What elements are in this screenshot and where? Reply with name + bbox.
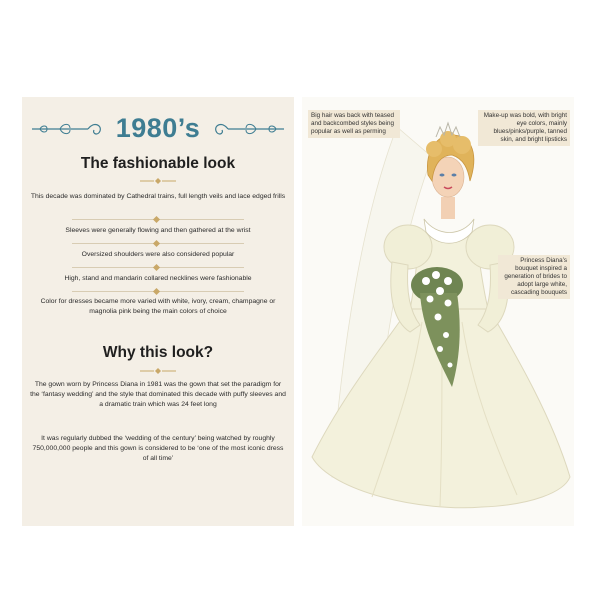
divider (72, 219, 244, 220)
era-title: 1980’s (115, 113, 201, 143)
divider (72, 291, 244, 292)
why-paragraph-wedding-century: It was regularly dubbed the ‘wedding of the century’ being watched by roughly 750,000,000 people and this gown is considered to be ‘one of the most iconic dress of all time’ (32, 435, 284, 462)
makeup-annotation: Make-up was bold, with bright eye colors, mainly blues/pinks/purple, tanned skin, and bright lipsticks (478, 110, 570, 146)
point-sleeves: Sleeves were generally flowing and then gathered at the wrist (65, 227, 251, 234)
left-swirl-ornament-icon (30, 119, 106, 139)
era-title-row (22, 113, 294, 147)
why-this-look-heading: Why this look? (102, 344, 214, 361)
divider (72, 243, 244, 244)
gold-flourish-icon (138, 177, 178, 185)
gold-flourish-icon (138, 367, 178, 375)
right-swirl-ornament-icon (210, 119, 286, 139)
text-panel (22, 97, 294, 526)
point-necklines: High, stand and mandarin collared necklines were fashionable (64, 275, 252, 282)
bouquet-annotation: Princess Diana’s bouquet inspired a generation of brides to adopt large white, cascading bouquets (498, 255, 570, 299)
wedding-dress-illustration (302, 97, 574, 526)
point-trains: This decade was dominated by Cathedral trains, full length veils and lace edged frills (30, 193, 286, 200)
fashionable-look-heading: The fashionable look (80, 155, 236, 172)
hair-annotation: Big hair was back with teased and backcombed styles being popular as well as perming (308, 110, 400, 138)
divider (72, 267, 244, 268)
point-shoulders: Oversized shoulders were also considered popular (81, 251, 235, 258)
point-colors: Color for dresses became more varied with white, ivory, cream, champagne or magnolia pink being the main colors of choice (40, 298, 276, 315)
why-paragraph-diana-gown: The gown worn by Princess Diana in 1981 was the gown that set the paradigm for the ‘fantasy wedding’ and the style that dominated this decade with puffy sleeves and a dramatic train which was 24 feet long (30, 381, 286, 408)
